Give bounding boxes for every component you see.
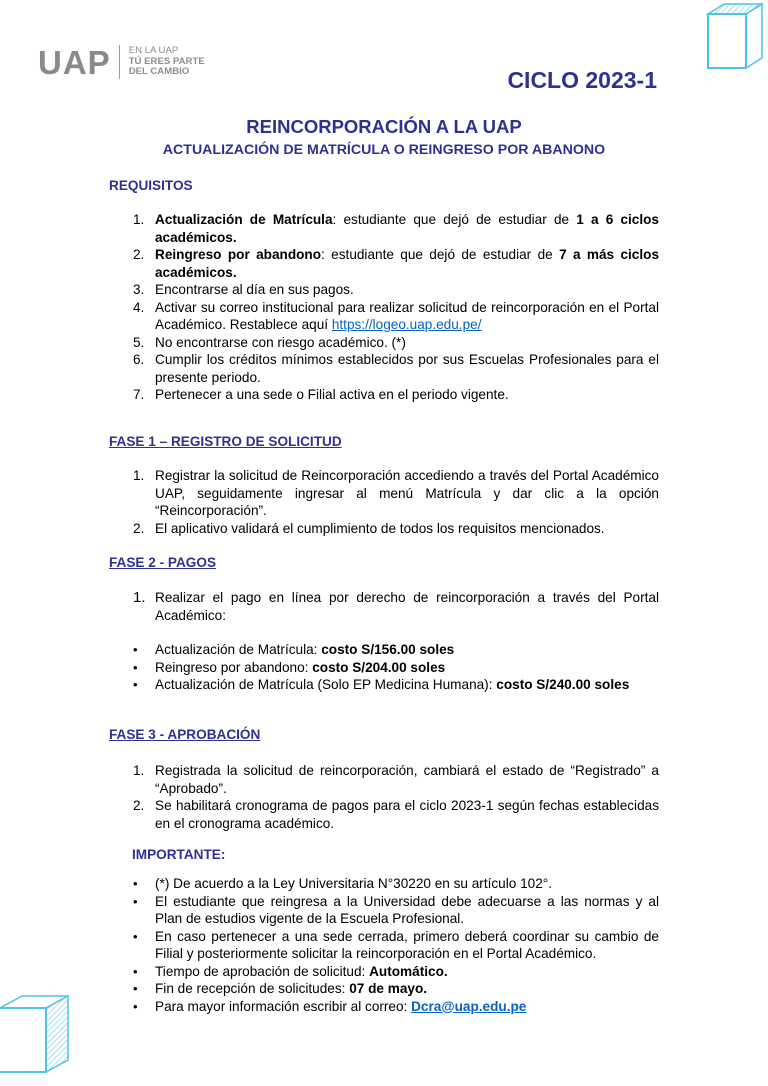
fase2-heading: FASE 2 - PAGOS: [109, 555, 217, 570]
list-item: 2. Se habilitará cronograma de pagos para el ciclo 2023-1 según fechas establecidas en el cronograma académico.: [133, 798, 659, 831]
wireframe-cube-icon: [0, 994, 72, 1078]
uap-logo: [38, 45, 205, 79]
list-item: 6. Cumplir los créditos mínimos establecidos por sus Escuelas Profesionales para el presente periodo.: [133, 352, 659, 385]
list-item: • Fin de recepción de solicitudes: 07 de mayo.: [133, 981, 428, 996]
list-item: 1. Registrada la solicitud de reincorporación, cambiará el estado de “Registrado” a “Aprobado”.: [133, 763, 659, 796]
fase1-heading: FASE 1 – REGISTRO DE SOLICITUD: [109, 434, 342, 449]
list-item: • Actualización de Matrícula (Solo EP Medicina Humana): costo S/240.00 soles: [133, 677, 630, 692]
list-item: 1. Registrar la solicitud de Reincorporación accediendo a través del Portal Académico UAP, seguidamente ingresar al menú Matrícula y dar clic a la opción “Reincorporación”.: [133, 468, 659, 518]
list-item: • (*) De acuerdo a la Ley Universitaria N°30220 en su artículo 102°.: [133, 876, 552, 891]
list-item: 2. Reingreso por abandono: estudiante que dejó de estudiar de 7 a más ciclos académicos.: [133, 247, 660, 280]
fase3-heading: FASE 3 - APROBACIÓN: [109, 727, 261, 742]
importante-list: [132, 875, 659, 1015]
importante-heading: IMPORTANTE:: [132, 847, 226, 862]
email-link[interactable]: Dcra@uap.edu.pe: [411, 998, 527, 1014]
logo-tagline-line: DEL CAMBIO: [128, 66, 190, 78]
list-item: • El estudiante que reingresa a la Universidad debe adecuarse a las normas y al Plan de estudios vigente de la Escuela Profesional.: [133, 893, 659, 926]
fase1-list: [109, 467, 659, 537]
page-subtitle: ACTUALIZACIÓN DE MATRÍCULA O REINGRESO POR ABANONO: [162, 142, 606, 158]
fase3-list: [109, 762, 659, 832]
list-item: • En caso pertenecer a una sede cerrada, primero deberá coordinar su cambio de Filial y posteriormente solicitar la reincorporación en el Portal Académico.: [133, 928, 659, 961]
list-item: 1. Actualización de Matrícula: estudiante que dejó de estudiar de 1 a 6 ciclos académicos.: [133, 212, 659, 245]
page-title: REINCORPORACIÓN A LA UAP: [246, 116, 522, 137]
requisitos-heading: REQUISITOS: [109, 178, 193, 193]
list-item: • Actualización de Matrícula: costo S/156.00 soles: [133, 642, 455, 657]
list-item: 1. Realizar el pago en línea por derecho de reincorporación a través del Portal Académico:: [133, 589, 659, 623]
list-item: • Para mayor información escribir al correo: Dcra@uap.edu.pe: [133, 998, 527, 1014]
logo-divider: [119, 45, 120, 79]
requisitos-list: [109, 211, 659, 404]
list-item: • Tiempo de aprobación de solicitud: Automático.: [133, 963, 448, 979]
wireframe-cube-icon: [698, 2, 766, 72]
list-item: 7. Pertenecer a una sede o Filial activa en el periodo vigente.: [133, 387, 509, 402]
list-item: 3. Encontrarse al día en sus pagos.: [133, 282, 354, 297]
list-item: 5. No encontrarse con riesgo académico. (*): [133, 334, 406, 350]
costs-list: [132, 641, 659, 694]
ciclo-label: CICLO 2023-1: [507, 67, 657, 93]
list-item: 2. El aplicativo validará el cumplimiento de todos los requisitos mencionados.: [133, 520, 605, 536]
list-item: • Reingreso por abandono: costo S/204.00 soles: [133, 659, 446, 675]
logo-mark: UAP: [38, 43, 111, 81]
logeo-link[interactable]: https://logeo.uap.edu.pe/: [331, 317, 482, 332]
logo-tagline: [129, 46, 205, 78]
logo-tagline-line: TÚ ERES PARTE: [128, 55, 205, 67]
fase2-list: [109, 589, 659, 624]
logo-tagline-line: EN LA UAP: [128, 44, 179, 56]
list-item: 4. Activar su correo institucional para realizar solicitud de reincorporación en el Portal Académico. Restablece aquí https://logeo.uap.edu.pe/: [133, 299, 659, 332]
